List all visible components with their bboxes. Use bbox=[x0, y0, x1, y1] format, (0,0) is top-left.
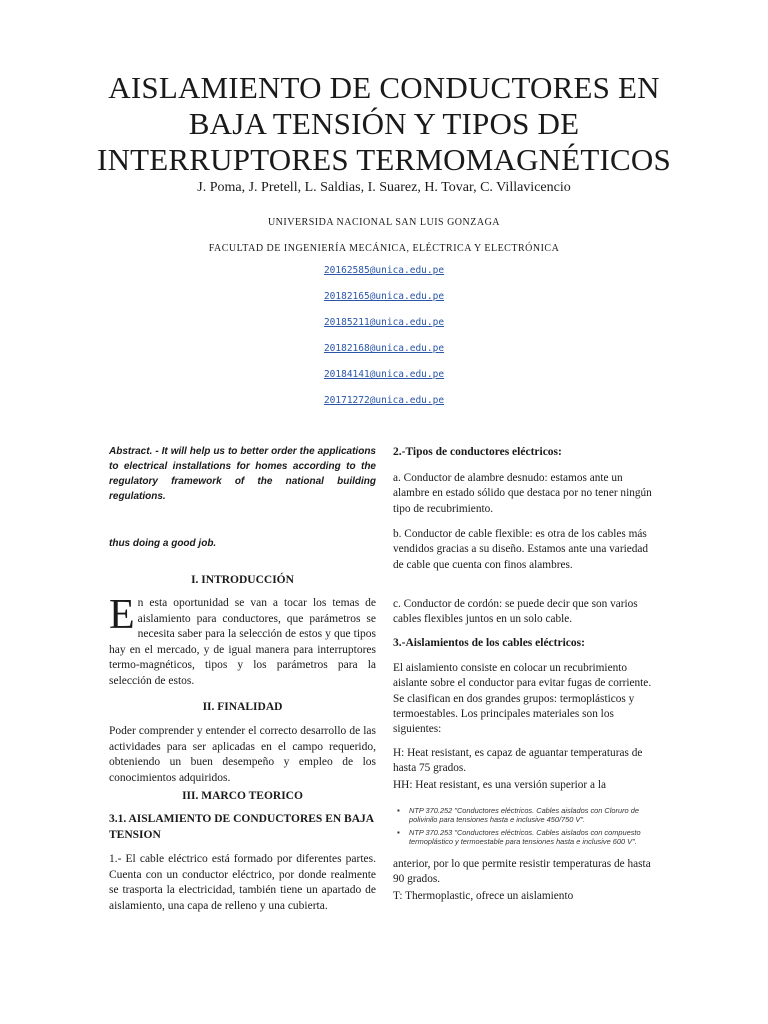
subsection-paragraph: 1.- El cable eléctrico está formado por diferentes partes. Cuenta con un conductor eléctrico, por donde realmente se trasporta la electricidad, también tiene un apartado de aislamiento, una capa de relleno y una cubierta. bbox=[109, 853, 376, 912]
abstract-continuation: thus doing a good job. bbox=[109, 538, 217, 549]
aislamientos-paragraph: El aislamiento consiste en colocar un recubrimiento aislante sobre el conductor para evitar fugas de corriente. Se clasifican en dos grandes grupos: termoplásticos y termoestables. Los principales materiales son los siguientes: bbox=[393, 662, 652, 736]
paper-title bbox=[60, 70, 708, 178]
reference-list bbox=[393, 806, 660, 850]
heat-paragraph: H: Heat resistant, es capaz de aguantar temperaturas de hasta 75 grados. bbox=[393, 747, 643, 775]
authors: J. Poma, J. Pretell, L. Saldias, I. Suarez, H. Tovar, C. Villavicencio bbox=[197, 180, 571, 195]
tipo-b-paragraph: b. Conductor de cable flexible: es otra de los cables más vendidos gracias a su diseño. Estamos ante una variedad de cable que cuenta con finos alambres. bbox=[393, 528, 649, 571]
t-paragraph: T: Thermoplastic, ofrece un aislamiento bbox=[393, 890, 574, 902]
tipo-c-paragraph: c. Conductor de cordón: se puede decir que son varios cables flexibles juntos en un solo cable. bbox=[393, 598, 638, 626]
intro-paragraph bbox=[109, 592, 376, 690]
reference-item: ▪ NTP 370.253 "Conductores eléctricos. Cables aislados con compuesto termoplástico y termoestable para tensiones hasta e inclusive 600 V". bbox=[393, 828, 660, 846]
title-line: AISLAMIENTO DE CONDUCTORES EN bbox=[108, 70, 660, 105]
email-list bbox=[60, 264, 708, 420]
title-line: INTERRUPTORES TERMOMAGNÉTICOS bbox=[97, 142, 671, 177]
continuation-paragraph: anterior, por lo que permite resistir temperaturas de hasta 90 grados. bbox=[393, 858, 651, 886]
university: UNIVERSIDA NACIONAL SAN LUIS GONZAGA bbox=[267, 217, 501, 228]
hh-paragraph: HH: Heat resistant, es una versión superior a la bbox=[393, 779, 607, 791]
faculty: FACULTAD DE INGENIERÍA MECÁNICA, ELÉCTRICA Y ELECTRÓNICA bbox=[208, 243, 560, 254]
subsection-heading: 3.1. AISLAMIENTO DE CONDUCTORES EN BAJA TENSION bbox=[109, 813, 374, 841]
email-link[interactable]: 20185211@unica.edu.pe bbox=[323, 317, 445, 328]
intro-heading: I. INTRODUCCIÓN bbox=[191, 574, 294, 586]
tipos-heading: 2.-Tipos de conductores eléctricos: bbox=[393, 446, 562, 458]
email-link[interactable]: 20171272@unica.edu.pe bbox=[323, 395, 445, 406]
email-link[interactable]: 20162585@unica.edu.pe bbox=[323, 265, 445, 276]
intro-text: n esta oportunidad se van a tocar los temas de aislamiento para conductores, que parámetros se necesita saber para la selección de estos y que tipos hay en el mercado, y de igual manera para interruptores termo-magnéticos, tipos y los parámetros para la selección de estos. bbox=[109, 597, 376, 687]
email-link[interactable]: 20184141@unica.edu.pe bbox=[323, 369, 445, 380]
abstract: Abstract. - It will help us to better order the applications to electrical installations for homes according to the regulatory framework of the national building regulations. bbox=[109, 446, 376, 502]
marco-heading: III. MARCO TEORICO bbox=[182, 790, 303, 802]
drop-cap: E bbox=[109, 592, 135, 638]
aislamientos-heading: 3.-Aislamientos de los cables eléctricos: bbox=[393, 637, 585, 649]
email-link[interactable]: 20182168@unica.edu.pe bbox=[323, 343, 445, 354]
reference-item: ▪ NTP 370.252 "Conductores eléctricos. Cables aislados con Cloruro de polivinilo para tensiones hasta e inclusive 450/750 V". bbox=[393, 806, 660, 824]
left-column bbox=[109, 444, 376, 912]
tipo-a-paragraph: a. Conductor de alambre desnudo: estamos ante un alambre en estado sólido que destaca por no tener ningún tipo de recubrimiento. bbox=[393, 472, 652, 515]
finalidad-paragraph: Poder comprender y entender el correcto desarrollo de las actividades para ser aplicadas en el campo requerido, obteniendo un buen desempeño y empleo de los conocimientos adquiridos. bbox=[109, 725, 376, 784]
title-line: BAJA TENSIÓN Y TIPOS DE bbox=[188, 106, 580, 141]
finalidad-heading: II. FINALIDAD bbox=[202, 701, 283, 713]
email-link[interactable]: 20182165@unica.edu.pe bbox=[323, 291, 445, 302]
